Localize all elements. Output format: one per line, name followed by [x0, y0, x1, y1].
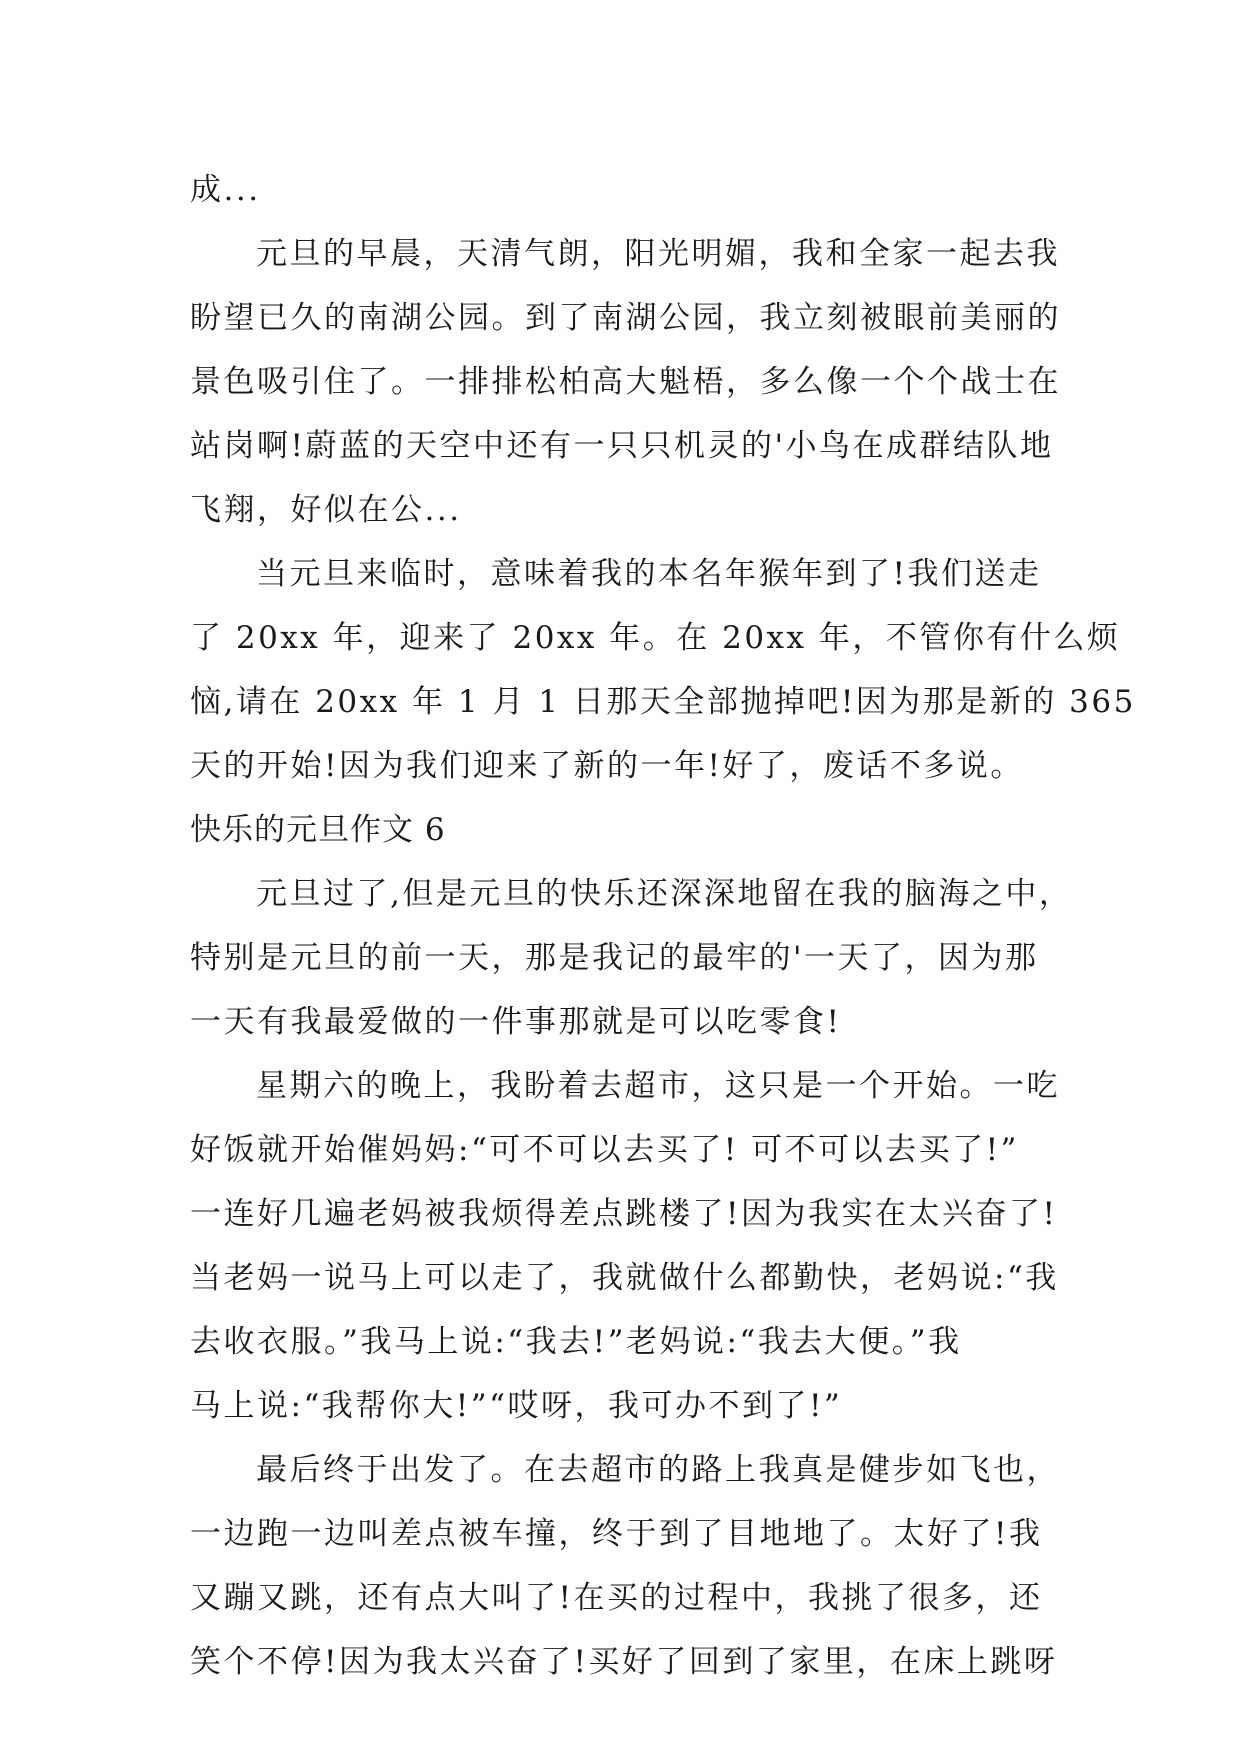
text-line: 一连好几遍老妈被我烦得差点跳楼了!因为我实在太兴奋了! [190, 1196, 1058, 1232]
text-line: 最后终于出发了。在去超市的路上我真是健步如飞也， [256, 1452, 1060, 1488]
text-line: 又蹦又跳，还有点大叫了!在买的过程中，我挑了很多，还 [190, 1580, 1043, 1616]
text-line: 站岗啊!蔚蓝的天空中还有一只只机灵的'小鸟在成群结队地 [190, 428, 1054, 464]
text-line: 当老妈一说马上可以走了，我就做什么都勤快，老妈说:“我 [190, 1260, 1059, 1296]
section-heading: 快乐的元旦作文 6 [190, 812, 446, 848]
text-line: 了 20xx 年，迎来了 20xx 年。在 20xx 年，不管你有什么烦 [190, 620, 1121, 656]
text-line: 景色吸引住了。一排排松柏高大魁梧，多么像一个个战士在 [190, 364, 1061, 400]
text-line: 好饭就开始催妈妈:“可不可以去买了! 可不可以去买了!” [190, 1132, 1019, 1168]
text-line: 马上说:“我帮你大!”“哎呀，我可办不到了!” [190, 1388, 843, 1424]
text-line: 盼望已久的南湖公园。到了南湖公园，我立刻被眼前美丽的 [190, 300, 1061, 336]
text-line: 元旦的早晨，天清气朗，阳光明媚，我和全家一起去我 [256, 236, 1060, 272]
text-line: 飞翔，好似在公... [190, 492, 462, 528]
document-body [190, 158, 1136, 1694]
text-line: 元旦过了,但是元旦的快乐还深深地留在我的脑海之中， [256, 876, 1073, 912]
text-line: 当元旦来临时，意味着我的本名年猴年到了!我们送走 [256, 556, 1042, 592]
text-line: 成... [190, 172, 261, 208]
text-line: 笑个不停!因为我太兴奋了!买好了回到了家里，在床上跳呀 [190, 1644, 1058, 1680]
text-line: 恼,请在 20xx 年 1 月 1 日那天全部抛掉吧!因为那是新的 365 [190, 684, 1136, 720]
text-line: 一天有我最爱做的一件事那就是可以吃零食! [190, 1004, 842, 1040]
text-line: 去收衣服。”我马上说:“我去!”老妈说:“我去大便。”我 [190, 1324, 962, 1360]
text-line: 一边跑一边叫差点被车撞，终于到了目地地了。太好了!我 [190, 1516, 1043, 1552]
text-line: 特别是元旦的前一天，那是我记的最牢的'一天了，因为那 [190, 940, 1039, 976]
text-line: 星期六的晚上，我盼着去超市，这只是一个开始。一吃 [256, 1068, 1060, 1104]
text-line: 天的开始!因为我们迎来了新的一年!好了，废话不多说。 [190, 748, 1024, 784]
